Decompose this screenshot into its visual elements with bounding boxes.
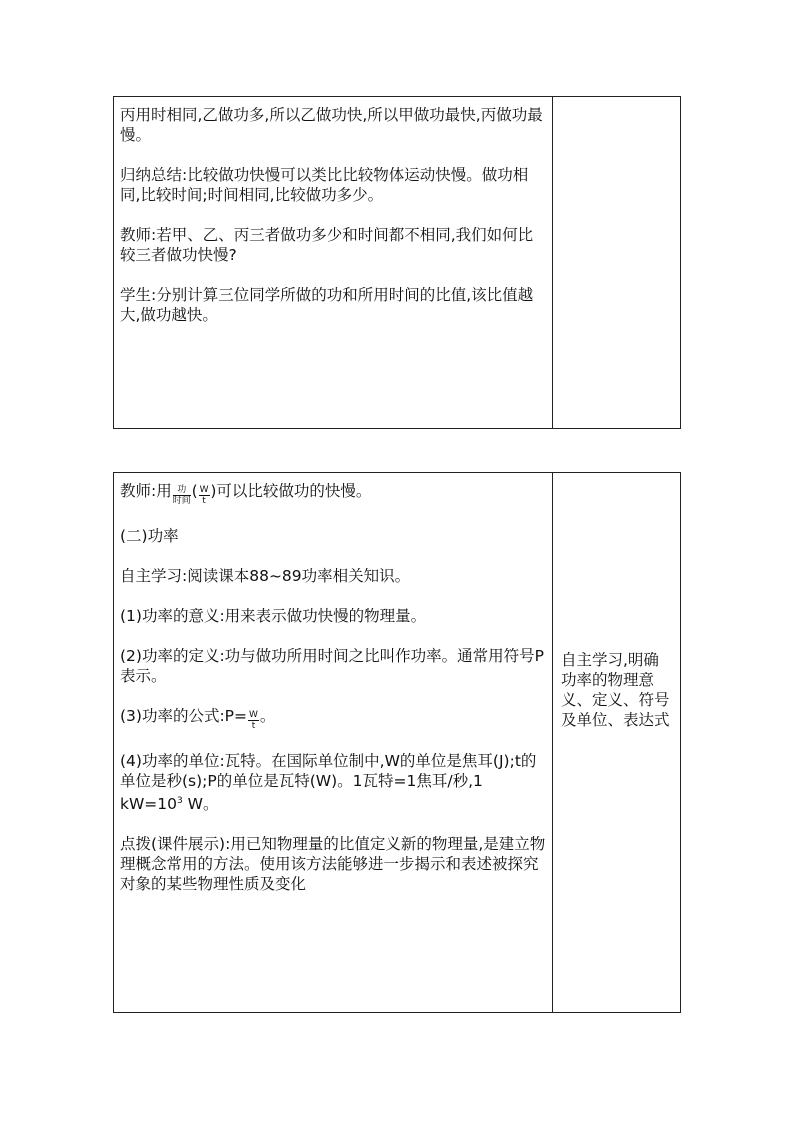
teacher-prefix: 教师:用 xyxy=(120,482,172,500)
power-meaning: (1)功率的意义:用来表示做功快慢的物理量。 xyxy=(120,607,427,625)
power-formula xyxy=(120,706,546,731)
unit-exponent: 3 xyxy=(177,796,183,806)
fraction-denominator: 时间 xyxy=(172,496,191,506)
unit-text: (4)功率的单位:瓦特。在国际单位制中,W的单位是焦耳(J);t的单位是秒(s);P的单位是瓦特(W)。1瓦特=1焦耳/秒,1 kW=10 xyxy=(120,752,537,814)
paragraph-teacher-question: 教师:若甲、乙、丙三者做功多少和时间都不相同,我们如何比较三者做功快慢? xyxy=(120,226,534,264)
side-note: 自主学习,明确功率的物理意义、定义、符号及单位、表达式 xyxy=(561,651,670,729)
content-cell xyxy=(114,473,553,1013)
fraction-denominator: t xyxy=(202,496,206,506)
fraction-numerator: W xyxy=(199,485,209,495)
lesson-table-1 xyxy=(113,96,681,429)
section-title: (二)功率 xyxy=(120,527,179,545)
fraction-denominator: t xyxy=(251,721,256,731)
teacher-suffix: 可以比较做功的快慢。 xyxy=(216,482,372,500)
teacher-line xyxy=(120,481,546,506)
power-definition: (2)功率的定义:功与做功所用时间之比叫作功率。通常用符号P表示。 xyxy=(120,647,545,685)
formula-prefix: (3)功率的公式:P= xyxy=(120,707,248,725)
unit-tail: W。 xyxy=(182,795,219,814)
paren-open: ( xyxy=(191,482,198,500)
paragraph-summary: 归纳总结:比较做功快慢可以类比比较物体运动快慢。做功相同,比较时间;时间相同,比较做功多少。 xyxy=(120,166,529,204)
side-cell xyxy=(553,473,681,1013)
fraction-numerator: W xyxy=(249,710,258,720)
w-over-t-fraction xyxy=(199,485,210,506)
paren-close: ) xyxy=(210,482,217,500)
work-over-time-fraction xyxy=(173,485,191,506)
formula-suffix: 。 xyxy=(259,707,276,725)
power-unit xyxy=(120,751,546,814)
lesson-table-2 xyxy=(113,472,681,1013)
side-cell xyxy=(553,97,681,429)
paragraph-conclusion: 丙用时相同,乙做功多,所以乙做功快,所以甲做功最快,丙做功最慢。 xyxy=(120,106,543,144)
hint-paragraph: 点拨(课件展示):用已知物理量的比值定义新的物理量,是建立物理概念常用的方法。使用该方法能够进一步揭示和表述被探究对象的某些物理性质及变化 xyxy=(120,835,546,894)
self-study-line: 自主学习:阅读课本88~89功率相关知识。 xyxy=(120,567,411,585)
content-cell xyxy=(114,97,553,429)
formula-fraction xyxy=(248,710,259,731)
fraction-numerator: 功 xyxy=(173,485,191,496)
paragraph-student-answer: 学生:分别计算三位同学所做的功和所用时间的比值,该比值越大,做功越快。 xyxy=(120,286,534,324)
